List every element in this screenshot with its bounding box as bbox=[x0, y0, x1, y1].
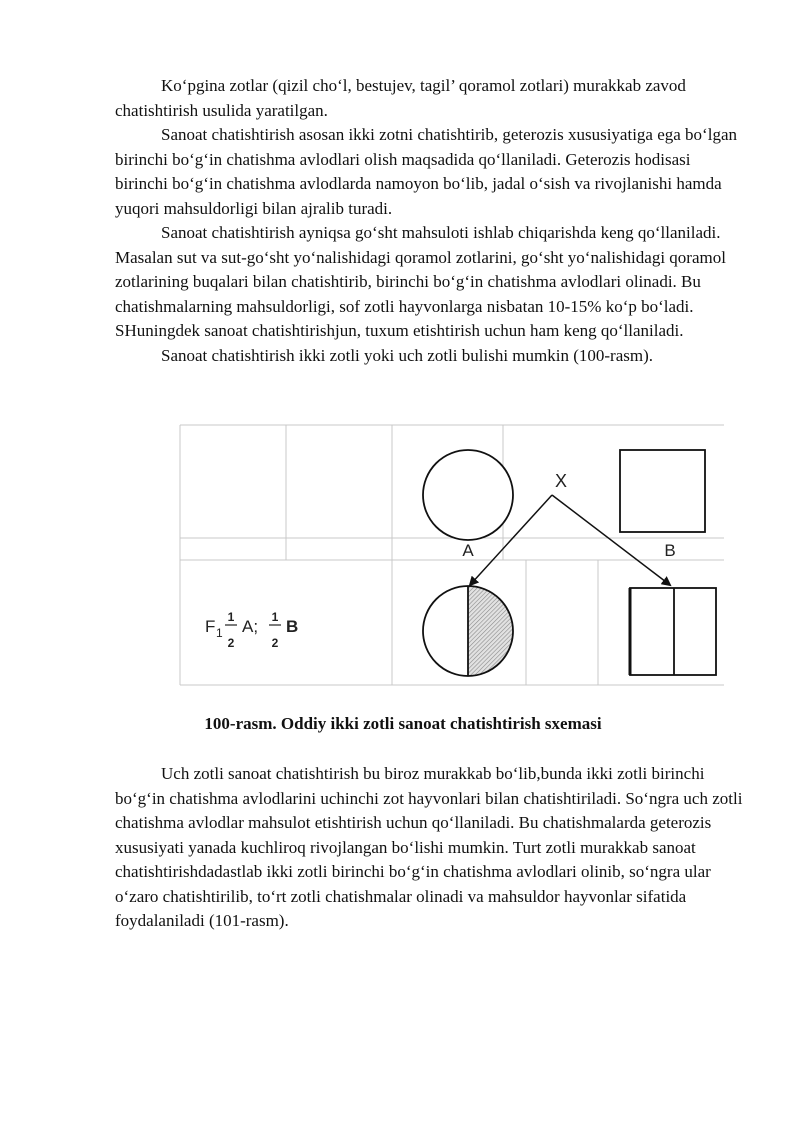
svg-text:1: 1 bbox=[271, 610, 279, 624]
svg-text:B: B bbox=[286, 617, 299, 636]
crossbreeding-figure bbox=[178, 420, 726, 690]
svg-text:2: 2 bbox=[271, 636, 279, 650]
offspring-square bbox=[630, 588, 716, 675]
svg-text:2: 2 bbox=[227, 636, 235, 650]
crossbreeding-diagram bbox=[178, 420, 726, 690]
label-a: A bbox=[462, 541, 474, 560]
cross-symbol: X bbox=[554, 471, 568, 491]
paragraph: Uch zotli sanoat chatishtirish bu biroz murakkab bo‘lib,bunda ikki zotli birinchi bo‘g‘in chatishma avlodlarini uchinchi zot hayvonlari bilan chatishtiriladi. So‘ngra uch zotli chatishma avlodlar mahsulot etishtirish uchun qo‘llaniladi. Bu chatishmalarda geterozis xususiyati yanada kuchliroq rivojlangan bo‘lishi mumkin. Turt zotli murakkab sanoat chatishtirishdadastlab ikki zotli birinchi bo‘g‘in chatishma avlodlari olinib, so‘ngra ular o‘zaro chatishtirilib, to‘rt zotli chatishmalar olinadi va mahsuldor hayvonlar sifatida foydalaniladi (101-rasm). bbox=[115, 764, 743, 930]
label-b: B bbox=[664, 541, 676, 560]
parent-b-square bbox=[620, 450, 705, 532]
svg-text:A;: A; bbox=[242, 617, 259, 636]
paragraph: Sanoat chatishtirish ikki zotli yoki uch zotli bulishi mumkin (100-rasm). bbox=[161, 345, 653, 365]
parent-a-circle bbox=[423, 450, 513, 540]
f1-formula bbox=[205, 610, 298, 650]
paragraph: Ko‘pgina zotlar (qizil cho‘l, bestujev, tagil’ qoramol zotlari) murakkab zavod chatishtirish usulida yaratilgan. bbox=[115, 76, 686, 120]
paragraph: Sanoat chatishtirish ayniqsa go‘sht mahsuloti ishlab chiqarishda keng qo‘llaniladi. Masalan sut va sut-go‘sht yo‘nalishidagi qoramol zotlarini, go‘sht yo‘nalishidagi qoramol zotlarining buqalari bilan chatishtirib, birinchi bo‘g‘in chatishma avlodlari olinadi. Bu chatishmalarning mahsuldorligi, sof zotli hayvonlarga nisbatan 10-15% ko‘p bo‘ladi. SHuningdek sanoat chatishtirishjun, tuxum etishtirish uchun ham keng qo‘llaniladi. bbox=[115, 223, 726, 340]
text-block-top bbox=[115, 74, 745, 368]
offspring-circle bbox=[423, 586, 513, 676]
svg-text:1: 1 bbox=[216, 626, 223, 640]
svg-text:F: F bbox=[205, 617, 216, 636]
paragraph: Sanoat chatishtirish asosan ikki zotni chatishtirib, geterozis xususiyatiga ega bo‘lgan birinchi bo‘g‘in chatishma avlodlari olish maqsadida qo‘llaniladi. Geterozis hodisasi birinchi bo‘g‘in chatishma avlodlarda namoyon bo‘lib, jadal o‘sish va rivojlanishi hamda yuqori mahsuldorligi bilan ajralib turadi. bbox=[115, 125, 737, 218]
svg-text:1: 1 bbox=[227, 610, 235, 624]
figure-caption: 100-rasm. Oddiy ikki zotli sanoat chatishtirish sxemasi bbox=[204, 714, 602, 733]
text-block-bottom bbox=[115, 762, 745, 934]
